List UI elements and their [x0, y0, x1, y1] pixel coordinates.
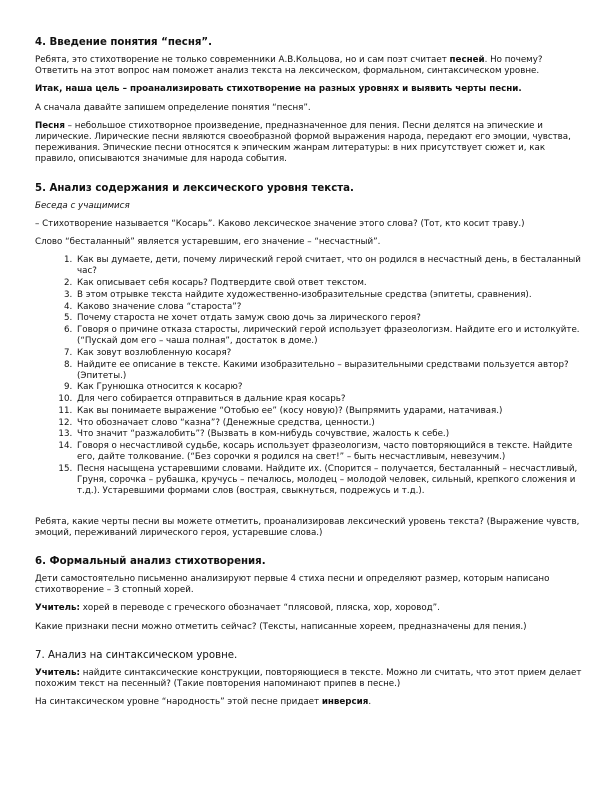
- list-item: 6. Говоря о причине отказа старосты, лирический герой использует фразеологизм. Найдите его и истолкуйте. (“Пускай дом его – чаша полная”, достаток в доме.): [75, 325, 585, 347]
- question-list: [35, 255, 585, 497]
- section-5-heading: 5. Анализ содержания и лексического уровня текста.: [35, 182, 354, 194]
- section-6-teacher: Учитель: хорей в переводе с греческого обозначает “плясовой, пляска, хор, хоровод”.: [35, 603, 440, 614]
- section-7-inversion: На синтаксическом уровне “народность” этой песне придает инверсия.: [35, 697, 372, 708]
- list-item: 15. Песня насыщена устаревшими словами. Найдите их. (Спорится – получается, бесталанный – несчастливый, Груня, сорочка – рубашка, кручусь – печалюсь, молодец – молодой человек, сильный, крепкого сложения и т.д.). Устаревшими формами слов (вострая, свыкнуться, подрежусь и т.д.).: [75, 464, 585, 498]
- section-4-definition-intro: А сначала давайте запишем определение понятия “песня”.: [35, 102, 311, 113]
- list-item: 4. Каково значение слова “староста”?: [75, 302, 585, 313]
- section-7-heading: 7. Анализ на синтаксическом уровне.: [35, 649, 238, 661]
- list-item: 12. Что обозначает слово “казна”? (Денежные средства, ценности.): [75, 418, 585, 429]
- list-item: 1. Как вы думаете, дети, почему лирический герой считает, что он родился в несчастный день, в бесталанный час?: [75, 255, 585, 277]
- list-item: 2. Как описывает себя косарь? Подтвердите свой ответ текстом.: [75, 278, 585, 289]
- list-item: 8. Найдите ее описание в тексте. Какими изобразительно – выразительными средствами пользуется автор? (Эпитеты.): [75, 360, 585, 382]
- list-item: 14. Говоря о несчастливой судьбе, косарь использует фразеологизм, часто повторяющийся в тексте. Найдите его, дайте толкование. (“Без сорочки я родился на свет!” – быть несчастливым, невезучим.): [75, 441, 585, 463]
- list-item: 11. Как вы понимаете выражение “Отобью ее” (косу новую)? (Выпрямить ударами, натачивая.): [75, 406, 585, 417]
- section-4-definition: Песня – небольшое стихотворное произведение, предназначенное для пения. Песни делятся на эпические и лирические. Лирические песни являются своеобразной формой выражения народа, передают его эмоции, чувства, переживания. Эпические песни относятся к эпическим жанрам литературы: в них присутствует сюжет и, как правило, описываются значимые для народа события.: [35, 120, 571, 165]
- section-4-heading: 4. Введение понятия “песня”.: [35, 37, 212, 48]
- section-6-para-1: Дети самостоятельно письменно анализируют первые 4 стиха песни и определяют размер, которым написано стихотворение – 3 стопный хорей.: [35, 573, 550, 596]
- section-5-conclusion: Ребята, какие черты песни вы можете отметить, проанализировав лексический уровень текста? (Выражение чувств, эмоций, переживаний лирического героя, устаревшие слова.): [35, 516, 580, 538]
- section-6-heading: 6. Формальный анализ стихотворения.: [35, 555, 266, 567]
- list-item: 7. Как зовут возлюбленную косаря?: [75, 348, 585, 359]
- section-7-teacher: Учитель: найдите синтаксические конструкции, повторяющиеся в тексте. Можно ли считать, что этот прием делает похожим текст на песенный? (Такие повторения напоминают припев в песне.): [35, 667, 582, 689]
- section-4-intro: Ребята, это стихотворение не только современники А.В.Кольцова, но и сам поэт считает песней. Но почему? Ответить на этот вопрос нам поможет анализ текста на лексическом, формальном, синтаксическом уровне.: [35, 55, 543, 77]
- document-page: [35, 36, 585, 715]
- section-5-para-1: – Стихотворение называется “Косарь”. Каково лексическое значение этого слова? (Тот, кто косит траву.): [35, 218, 525, 229]
- section-5-para-2: Слово “бесталанный” является устаревшим, его значение – “несчастный”.: [35, 237, 381, 248]
- list-item: 5. Почему староста не хочет отдать замуж свою дочь за лирического героя?: [75, 313, 585, 324]
- list-item: 13. Что значит “разжалобить”? (Вызвать в ком-нибудь сочувствие, жалость к себе.): [75, 429, 585, 440]
- section-5-subtitle: Беседа с учащимися: [35, 200, 130, 211]
- section-4-goal: Итак, наша цель – проанализировать стихотворение на разных уровнях и выявить черты песни.: [35, 84, 522, 95]
- list-item: 9. Как Грунюшка относится к косарю?: [75, 382, 585, 393]
- section-6-para-3: Какие признаки песни можно отметить сейчас? (Тексты, написанные хореем, предназначены для пения.): [35, 621, 527, 632]
- list-item: 10. Для чего собирается отправиться в дальние края косарь?: [75, 394, 585, 405]
- list-item: 3. В этом отрывке текста найдите художественно-изобразительные средства (эпитеты, сравнения).: [75, 290, 585, 301]
